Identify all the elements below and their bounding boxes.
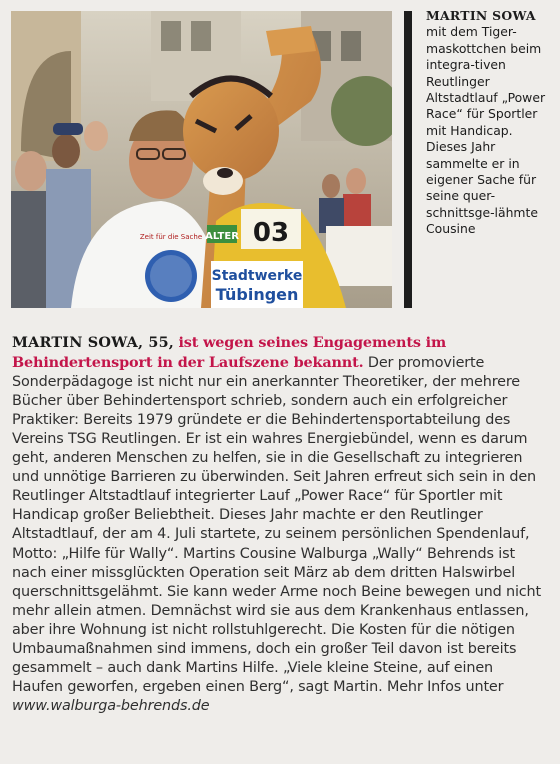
caption-divider — [404, 11, 412, 308]
article-body — [12, 333, 548, 716]
article-photo — [11, 11, 392, 308]
photo-illustration — [11, 11, 392, 308]
shirt-text: Zeit für die Sache — [139, 233, 203, 241]
sponsor-line1: Stadtwerke — [211, 268, 303, 284]
photo-caption — [426, 8, 554, 238]
caption-name: MARTIN SOWA — [426, 8, 536, 23]
lead-name: MARTIN SOWA, 55, — [12, 334, 174, 351]
lead-highlight: ist wegen seines Engagements im Behindertensport in der Laufszene bekannt. — [12, 334, 447, 372]
info-link[interactable]: www.walburga-behrends.de — [12, 697, 210, 714]
bib-number: 03 — [252, 218, 290, 248]
article-text: Der promovierte Sonderpädagoge ist nicht nur ein anerkannter Theoretiker, der mehrere Bücher über Behindertensport schrieb, sondern auch ein erfolgreicher Praktiker: Bereits 1979 gründete er die Behindertensportabteilung des Vereins TSG Reutlingen. Er ist ein wahres Energiebündel, wenn es darum geht, anderen Menschen zu helfen, sie in die Gesellschaft zu integrieren und unnötige Barrieren zu überwinden. Seit Jahren erfreut sich sein in den Reutlinger Altstadtlauf integrierter Lauf „Power Race“ für Sportler mit Handicap großer Beliebtheit. Dieses Jahr machte er den Reutlinger Altstadtlauf, der am 4. Juli startete, zu seinem persönlichen Spendenlauf, Motto: „Hilfe für Wally“. Martins Cousine Walburga „Wally“ Behrends ist nach einer missglückten Operation seit März ab dem dritten Halswirbel querschnittsgelähmt. Sie kann weder Arme noch Beine bewegen und nicht mehr allein atmen. Demnächst wird sie aus dem Krankenhaus entlassen, aber ihre Wohnung ist nicht rollstuhlgerecht. Die Kosten für die nötigen Umbaumaßnahmen sind immens, doch ein großer Teil davon ist bereits gesammelt – auch dank Martins Hilfe. „Viele kleine Steine, auf einen Haufen geworfen, ergeben einen Berg“, sagt Martin. Mehr Infos unter — [12, 355, 542, 695]
sponsor-line2: Tübingen — [215, 285, 299, 304]
vest-label: ALTER — [205, 231, 239, 242]
caption-text: mit dem Tiger-maskottchen beim integra-tiven Reutlinger Altstadtlauf „Power Race“ für Sportler mit Handicap. Dieses Jahr sammelte er in eigener Sache für seine quer-schnittsge-lähmte Cousine — [426, 24, 546, 237]
